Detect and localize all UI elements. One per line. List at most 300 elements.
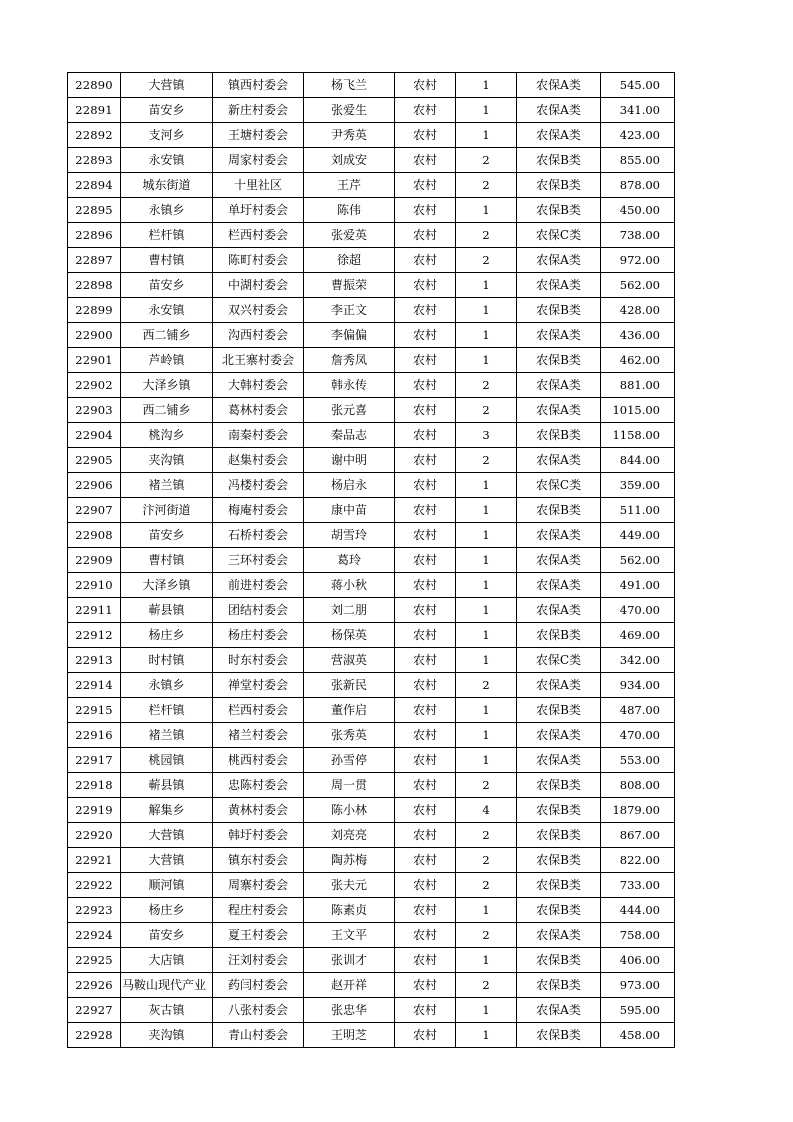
- committee-cell: 黄林村委会: [213, 798, 304, 823]
- member-count-cell: 4: [456, 798, 517, 823]
- member-count-cell: 1: [456, 723, 517, 748]
- committee-cell: 王塘村委会: [213, 123, 304, 148]
- record-id-cell: 22916: [68, 723, 121, 748]
- table-row: [68, 198, 675, 223]
- area-type-cell: 农村: [395, 623, 456, 648]
- person-name-cell: 陶苏梅: [304, 848, 395, 873]
- member-count-cell: 2: [456, 248, 517, 273]
- member-count-cell: 3: [456, 423, 517, 448]
- record-id-cell: 22894: [68, 173, 121, 198]
- member-count-cell: 1: [456, 648, 517, 673]
- member-count-cell: 2: [456, 373, 517, 398]
- category-cell: 农保A类: [517, 273, 601, 298]
- table-row: [68, 548, 675, 573]
- town-cell: 大营镇: [121, 823, 213, 848]
- area-type-cell: 农村: [395, 298, 456, 323]
- committee-cell: 十里社区: [213, 173, 304, 198]
- person-name-cell: 王明芝: [304, 1023, 395, 1048]
- town-cell: 支河乡: [121, 123, 213, 148]
- category-cell: 农保B类: [517, 973, 601, 998]
- table-row: [68, 673, 675, 698]
- area-type-cell: 农村: [395, 373, 456, 398]
- category-cell: 农保B类: [517, 423, 601, 448]
- category-cell: 农保A类: [517, 323, 601, 348]
- category-cell: 农保A类: [517, 598, 601, 623]
- town-cell: 灰古镇: [121, 998, 213, 1023]
- record-id-cell: 22925: [68, 948, 121, 973]
- town-cell: 夹沟镇: [121, 448, 213, 473]
- table-row: [68, 948, 675, 973]
- record-id-cell: 22907: [68, 498, 121, 523]
- area-type-cell: 农村: [395, 1023, 456, 1048]
- amount-cell: 470.00: [601, 723, 675, 748]
- table-row: [68, 523, 675, 548]
- member-count-cell: 1: [456, 948, 517, 973]
- amount-cell: 458.00: [601, 1023, 675, 1048]
- committee-cell: 双兴村委会: [213, 298, 304, 323]
- member-count-cell: 2: [456, 223, 517, 248]
- town-cell: 时村镇: [121, 648, 213, 673]
- record-id-cell: 22903: [68, 398, 121, 423]
- category-cell: 农保C类: [517, 648, 601, 673]
- category-cell: 农保C类: [517, 223, 601, 248]
- record-id-cell: 22918: [68, 773, 121, 798]
- record-id-cell: 22900: [68, 323, 121, 348]
- category-cell: 农保A类: [517, 73, 601, 98]
- category-cell: 农保B类: [517, 148, 601, 173]
- record-id-cell: 22920: [68, 823, 121, 848]
- member-count-cell: 2: [456, 448, 517, 473]
- town-cell: 苗安乡: [121, 923, 213, 948]
- category-cell: 农保A类: [517, 723, 601, 748]
- record-id-cell: 22922: [68, 873, 121, 898]
- town-cell: 栏杆镇: [121, 223, 213, 248]
- person-name-cell: 刘成安: [304, 148, 395, 173]
- category-cell: 农保B类: [517, 1023, 601, 1048]
- table-row: [68, 273, 675, 298]
- table-row: [68, 348, 675, 373]
- person-name-cell: 陈小林: [304, 798, 395, 823]
- person-name-cell: 张忠华: [304, 998, 395, 1023]
- category-cell: 农保C类: [517, 473, 601, 498]
- area-type-cell: 农村: [395, 273, 456, 298]
- committee-cell: 八张村委会: [213, 998, 304, 1023]
- member-count-cell: 1: [456, 1023, 517, 1048]
- person-name-cell: 刘二朋: [304, 598, 395, 623]
- member-count-cell: 1: [456, 548, 517, 573]
- town-cell: 曹村镇: [121, 548, 213, 573]
- member-count-cell: 1: [456, 73, 517, 98]
- table-row: [68, 448, 675, 473]
- amount-cell: 808.00: [601, 773, 675, 798]
- amount-cell: 444.00: [601, 898, 675, 923]
- record-id-cell: 22914: [68, 673, 121, 698]
- area-type-cell: 农村: [395, 348, 456, 373]
- person-name-cell: 徐超: [304, 248, 395, 273]
- amount-cell: 738.00: [601, 223, 675, 248]
- amount-cell: 545.00: [601, 73, 675, 98]
- committee-cell: 时东村委会: [213, 648, 304, 673]
- amount-cell: 423.00: [601, 123, 675, 148]
- committee-cell: 韩圩村委会: [213, 823, 304, 848]
- area-type-cell: 农村: [395, 823, 456, 848]
- area-type-cell: 农村: [395, 923, 456, 948]
- town-cell: 苗安乡: [121, 523, 213, 548]
- area-type-cell: 农村: [395, 173, 456, 198]
- amount-cell: 1158.00: [601, 423, 675, 448]
- amount-cell: 758.00: [601, 923, 675, 948]
- table-row: [68, 748, 675, 773]
- category-cell: 农保A类: [517, 373, 601, 398]
- category-cell: 农保B类: [517, 898, 601, 923]
- area-type-cell: 农村: [395, 948, 456, 973]
- person-name-cell: 刘亮亮: [304, 823, 395, 848]
- person-name-cell: 王芹: [304, 173, 395, 198]
- amount-cell: 878.00: [601, 173, 675, 198]
- table-row: [68, 298, 675, 323]
- committee-cell: 周寨村委会: [213, 873, 304, 898]
- committee-cell: 沟西村委会: [213, 323, 304, 348]
- table-row: [68, 598, 675, 623]
- amount-cell: 733.00: [601, 873, 675, 898]
- area-type-cell: 农村: [395, 798, 456, 823]
- area-type-cell: 农村: [395, 598, 456, 623]
- area-type-cell: 农村: [395, 873, 456, 898]
- table-row: [68, 723, 675, 748]
- member-count-cell: 1: [456, 473, 517, 498]
- area-type-cell: 农村: [395, 323, 456, 348]
- member-count-cell: 1: [456, 623, 517, 648]
- table-row: [68, 798, 675, 823]
- table-row: [68, 498, 675, 523]
- member-count-cell: 1: [456, 273, 517, 298]
- person-name-cell: 杨启永: [304, 473, 395, 498]
- town-cell: 褚兰镇: [121, 723, 213, 748]
- committee-cell: 青山村委会: [213, 1023, 304, 1048]
- category-cell: 农保B类: [517, 848, 601, 873]
- amount-cell: 562.00: [601, 273, 675, 298]
- town-cell: 永安镇: [121, 298, 213, 323]
- town-cell: 大泽乡镇: [121, 373, 213, 398]
- record-id-cell: 22924: [68, 923, 121, 948]
- member-count-cell: 2: [456, 973, 517, 998]
- member-count-cell: 1: [456, 573, 517, 598]
- member-count-cell: 1: [456, 998, 517, 1023]
- amount-cell: 359.00: [601, 473, 675, 498]
- committee-cell: 新庄村委会: [213, 98, 304, 123]
- table-row: [68, 848, 675, 873]
- committee-cell: 大韩村委会: [213, 373, 304, 398]
- amount-cell: 1879.00: [601, 798, 675, 823]
- record-id-cell: 22893: [68, 148, 121, 173]
- committee-cell: 周家村委会: [213, 148, 304, 173]
- area-type-cell: 农村: [395, 473, 456, 498]
- person-name-cell: 杨保英: [304, 623, 395, 648]
- amount-cell: 511.00: [601, 498, 675, 523]
- member-count-cell: 2: [456, 173, 517, 198]
- category-cell: 农保B类: [517, 173, 601, 198]
- table-row: [68, 398, 675, 423]
- table-row: [68, 773, 675, 798]
- committee-cell: 禅堂村委会: [213, 673, 304, 698]
- category-cell: 农保B类: [517, 948, 601, 973]
- person-name-cell: 张秀英: [304, 723, 395, 748]
- town-cell: 夹沟镇: [121, 1023, 213, 1048]
- records-table: [67, 72, 675, 1048]
- person-name-cell: 董作启: [304, 698, 395, 723]
- record-id-cell: 22913: [68, 648, 121, 673]
- member-count-cell: 1: [456, 198, 517, 223]
- person-name-cell: 胡雪玲: [304, 523, 395, 548]
- town-cell: 蕲县镇: [121, 598, 213, 623]
- table-row: [68, 923, 675, 948]
- record-id-cell: 22928: [68, 1023, 121, 1048]
- member-count-cell: 1: [456, 348, 517, 373]
- area-type-cell: 农村: [395, 198, 456, 223]
- area-type-cell: 农村: [395, 123, 456, 148]
- record-id-cell: 22923: [68, 898, 121, 923]
- table-row: [68, 898, 675, 923]
- amount-cell: 972.00: [601, 248, 675, 273]
- record-id-cell: 22904: [68, 423, 121, 448]
- record-id-cell: 22890: [68, 73, 121, 98]
- committee-cell: 镇东村委会: [213, 848, 304, 873]
- area-type-cell: 农村: [395, 673, 456, 698]
- record-id-cell: 22927: [68, 998, 121, 1023]
- committee-cell: 忠陈村委会: [213, 773, 304, 798]
- town-cell: 蕲县镇: [121, 773, 213, 798]
- member-count-cell: 1: [456, 498, 517, 523]
- record-id-cell: 22895: [68, 198, 121, 223]
- member-count-cell: 2: [456, 398, 517, 423]
- record-id-cell: 22912: [68, 623, 121, 648]
- category-cell: 农保A类: [517, 523, 601, 548]
- area-type-cell: 农村: [395, 973, 456, 998]
- record-id-cell: 22892: [68, 123, 121, 148]
- committee-cell: 程庄村委会: [213, 898, 304, 923]
- person-name-cell: 蒋小秋: [304, 573, 395, 598]
- town-cell: 杨庄乡: [121, 898, 213, 923]
- committee-cell: 赵集村委会: [213, 448, 304, 473]
- category-cell: 农保B类: [517, 698, 601, 723]
- town-cell: 马鞍山现代产业: [121, 973, 213, 998]
- record-id-cell: 22909: [68, 548, 121, 573]
- town-cell: 顺河镇: [121, 873, 213, 898]
- record-id-cell: 22908: [68, 523, 121, 548]
- amount-cell: 436.00: [601, 323, 675, 348]
- person-name-cell: 赵开祥: [304, 973, 395, 998]
- category-cell: 农保B类: [517, 823, 601, 848]
- town-cell: 芦岭镇: [121, 348, 213, 373]
- town-cell: 汴河街道: [121, 498, 213, 523]
- record-id-cell: 22919: [68, 798, 121, 823]
- person-name-cell: 营淑英: [304, 648, 395, 673]
- category-cell: 农保A类: [517, 573, 601, 598]
- area-type-cell: 农村: [395, 648, 456, 673]
- town-cell: 解集乡: [121, 798, 213, 823]
- member-count-cell: 2: [456, 148, 517, 173]
- person-name-cell: 陈素贞: [304, 898, 395, 923]
- amount-cell: 881.00: [601, 373, 675, 398]
- person-name-cell: 秦品志: [304, 423, 395, 448]
- record-id-cell: 22921: [68, 848, 121, 873]
- category-cell: 农保B类: [517, 623, 601, 648]
- area-type-cell: 农村: [395, 748, 456, 773]
- member-count-cell: 2: [456, 823, 517, 848]
- table-row: [68, 148, 675, 173]
- category-cell: 农保B类: [517, 298, 601, 323]
- person-name-cell: 韩永传: [304, 373, 395, 398]
- town-cell: 曹村镇: [121, 248, 213, 273]
- member-count-cell: 1: [456, 98, 517, 123]
- member-count-cell: 1: [456, 298, 517, 323]
- category-cell: 农保A类: [517, 448, 601, 473]
- committee-cell: 团结村委会: [213, 598, 304, 623]
- committee-cell: 中湖村委会: [213, 273, 304, 298]
- table-row: [68, 698, 675, 723]
- record-id-cell: 22896: [68, 223, 121, 248]
- table-row: [68, 973, 675, 998]
- table-row: [68, 73, 675, 98]
- committee-cell: 南秦村委会: [213, 423, 304, 448]
- person-name-cell: 曹振荣: [304, 273, 395, 298]
- table-row: [68, 823, 675, 848]
- table-row: [68, 373, 675, 398]
- town-cell: 桃沟乡: [121, 423, 213, 448]
- amount-cell: 449.00: [601, 523, 675, 548]
- committee-cell: 桃西村委会: [213, 748, 304, 773]
- record-id-cell: 22911: [68, 598, 121, 623]
- table-row: [68, 473, 675, 498]
- category-cell: 农保A类: [517, 923, 601, 948]
- category-cell: 农保A类: [517, 998, 601, 1023]
- town-cell: 桃园镇: [121, 748, 213, 773]
- table-row: [68, 873, 675, 898]
- amount-cell: 934.00: [601, 673, 675, 698]
- committee-cell: 镇西村委会: [213, 73, 304, 98]
- person-name-cell: 张爱英: [304, 223, 395, 248]
- person-name-cell: 张元喜: [304, 398, 395, 423]
- town-cell: 西二铺乡: [121, 323, 213, 348]
- category-cell: 农保B类: [517, 198, 601, 223]
- committee-cell: 夏王村委会: [213, 923, 304, 948]
- member-count-cell: 1: [456, 748, 517, 773]
- committee-cell: 冯楼村委会: [213, 473, 304, 498]
- category-cell: 农保B类: [517, 773, 601, 798]
- category-cell: 农保B类: [517, 348, 601, 373]
- town-cell: 苗安乡: [121, 98, 213, 123]
- member-count-cell: 1: [456, 598, 517, 623]
- area-type-cell: 农村: [395, 423, 456, 448]
- town-cell: 大营镇: [121, 73, 213, 98]
- member-count-cell: 1: [456, 898, 517, 923]
- person-name-cell: 张爱生: [304, 98, 395, 123]
- town-cell: 城东街道: [121, 173, 213, 198]
- area-type-cell: 农村: [395, 548, 456, 573]
- committee-cell: 陈町村委会: [213, 248, 304, 273]
- table-row: [68, 223, 675, 248]
- town-cell: 栏杆镇: [121, 698, 213, 723]
- committee-cell: 三环村委会: [213, 548, 304, 573]
- committee-cell: 石桥村委会: [213, 523, 304, 548]
- record-id-cell: 22901: [68, 348, 121, 373]
- table-row: [68, 98, 675, 123]
- table-row: [68, 123, 675, 148]
- committee-cell: 药闫村委会: [213, 973, 304, 998]
- committee-cell: 栏西村委会: [213, 223, 304, 248]
- record-id-cell: 22917: [68, 748, 121, 773]
- area-type-cell: 农村: [395, 898, 456, 923]
- person-name-cell: 康中苗: [304, 498, 395, 523]
- area-type-cell: 农村: [395, 523, 456, 548]
- person-name-cell: 王文平: [304, 923, 395, 948]
- table-row: [68, 1023, 675, 1048]
- committee-cell: 褚兰村委会: [213, 723, 304, 748]
- area-type-cell: 农村: [395, 448, 456, 473]
- record-id-cell: 22897: [68, 248, 121, 273]
- town-cell: 褚兰镇: [121, 473, 213, 498]
- member-count-cell: 2: [456, 873, 517, 898]
- person-name-cell: 张训才: [304, 948, 395, 973]
- member-count-cell: 2: [456, 923, 517, 948]
- category-cell: 农保A类: [517, 248, 601, 273]
- record-id-cell: 22902: [68, 373, 121, 398]
- area-type-cell: 农村: [395, 773, 456, 798]
- person-name-cell: 孙雪停: [304, 748, 395, 773]
- amount-cell: 562.00: [601, 548, 675, 573]
- category-cell: 农保B类: [517, 498, 601, 523]
- category-cell: 农保A类: [517, 548, 601, 573]
- area-type-cell: 农村: [395, 398, 456, 423]
- category-cell: 农保A类: [517, 748, 601, 773]
- table-row: [68, 648, 675, 673]
- record-id-cell: 22905: [68, 448, 121, 473]
- amount-cell: 1015.00: [601, 398, 675, 423]
- category-cell: 农保A类: [517, 398, 601, 423]
- member-count-cell: 1: [456, 123, 517, 148]
- record-id-cell: 22906: [68, 473, 121, 498]
- amount-cell: 855.00: [601, 148, 675, 173]
- member-count-cell: 1: [456, 323, 517, 348]
- table-row: [68, 423, 675, 448]
- amount-cell: 844.00: [601, 448, 675, 473]
- town-cell: 永镇乡: [121, 673, 213, 698]
- area-type-cell: 农村: [395, 248, 456, 273]
- person-name-cell: 张新民: [304, 673, 395, 698]
- member-count-cell: 2: [456, 673, 517, 698]
- town-cell: 永镇乡: [121, 198, 213, 223]
- town-cell: 西二铺乡: [121, 398, 213, 423]
- area-type-cell: 农村: [395, 698, 456, 723]
- amount-cell: 450.00: [601, 198, 675, 223]
- area-type-cell: 农村: [395, 848, 456, 873]
- amount-cell: 491.00: [601, 573, 675, 598]
- category-cell: 农保A类: [517, 98, 601, 123]
- area-type-cell: 农村: [395, 73, 456, 98]
- member-count-cell: 2: [456, 848, 517, 873]
- member-count-cell: 1: [456, 523, 517, 548]
- amount-cell: 406.00: [601, 948, 675, 973]
- member-count-cell: 1: [456, 698, 517, 723]
- record-id-cell: 22898: [68, 273, 121, 298]
- table-row: [68, 173, 675, 198]
- area-type-cell: 农村: [395, 148, 456, 173]
- town-cell: 大泽乡镇: [121, 573, 213, 598]
- amount-cell: 469.00: [601, 623, 675, 648]
- person-name-cell: 葛玲: [304, 548, 395, 573]
- amount-cell: 595.00: [601, 998, 675, 1023]
- table-body: [68, 73, 675, 1048]
